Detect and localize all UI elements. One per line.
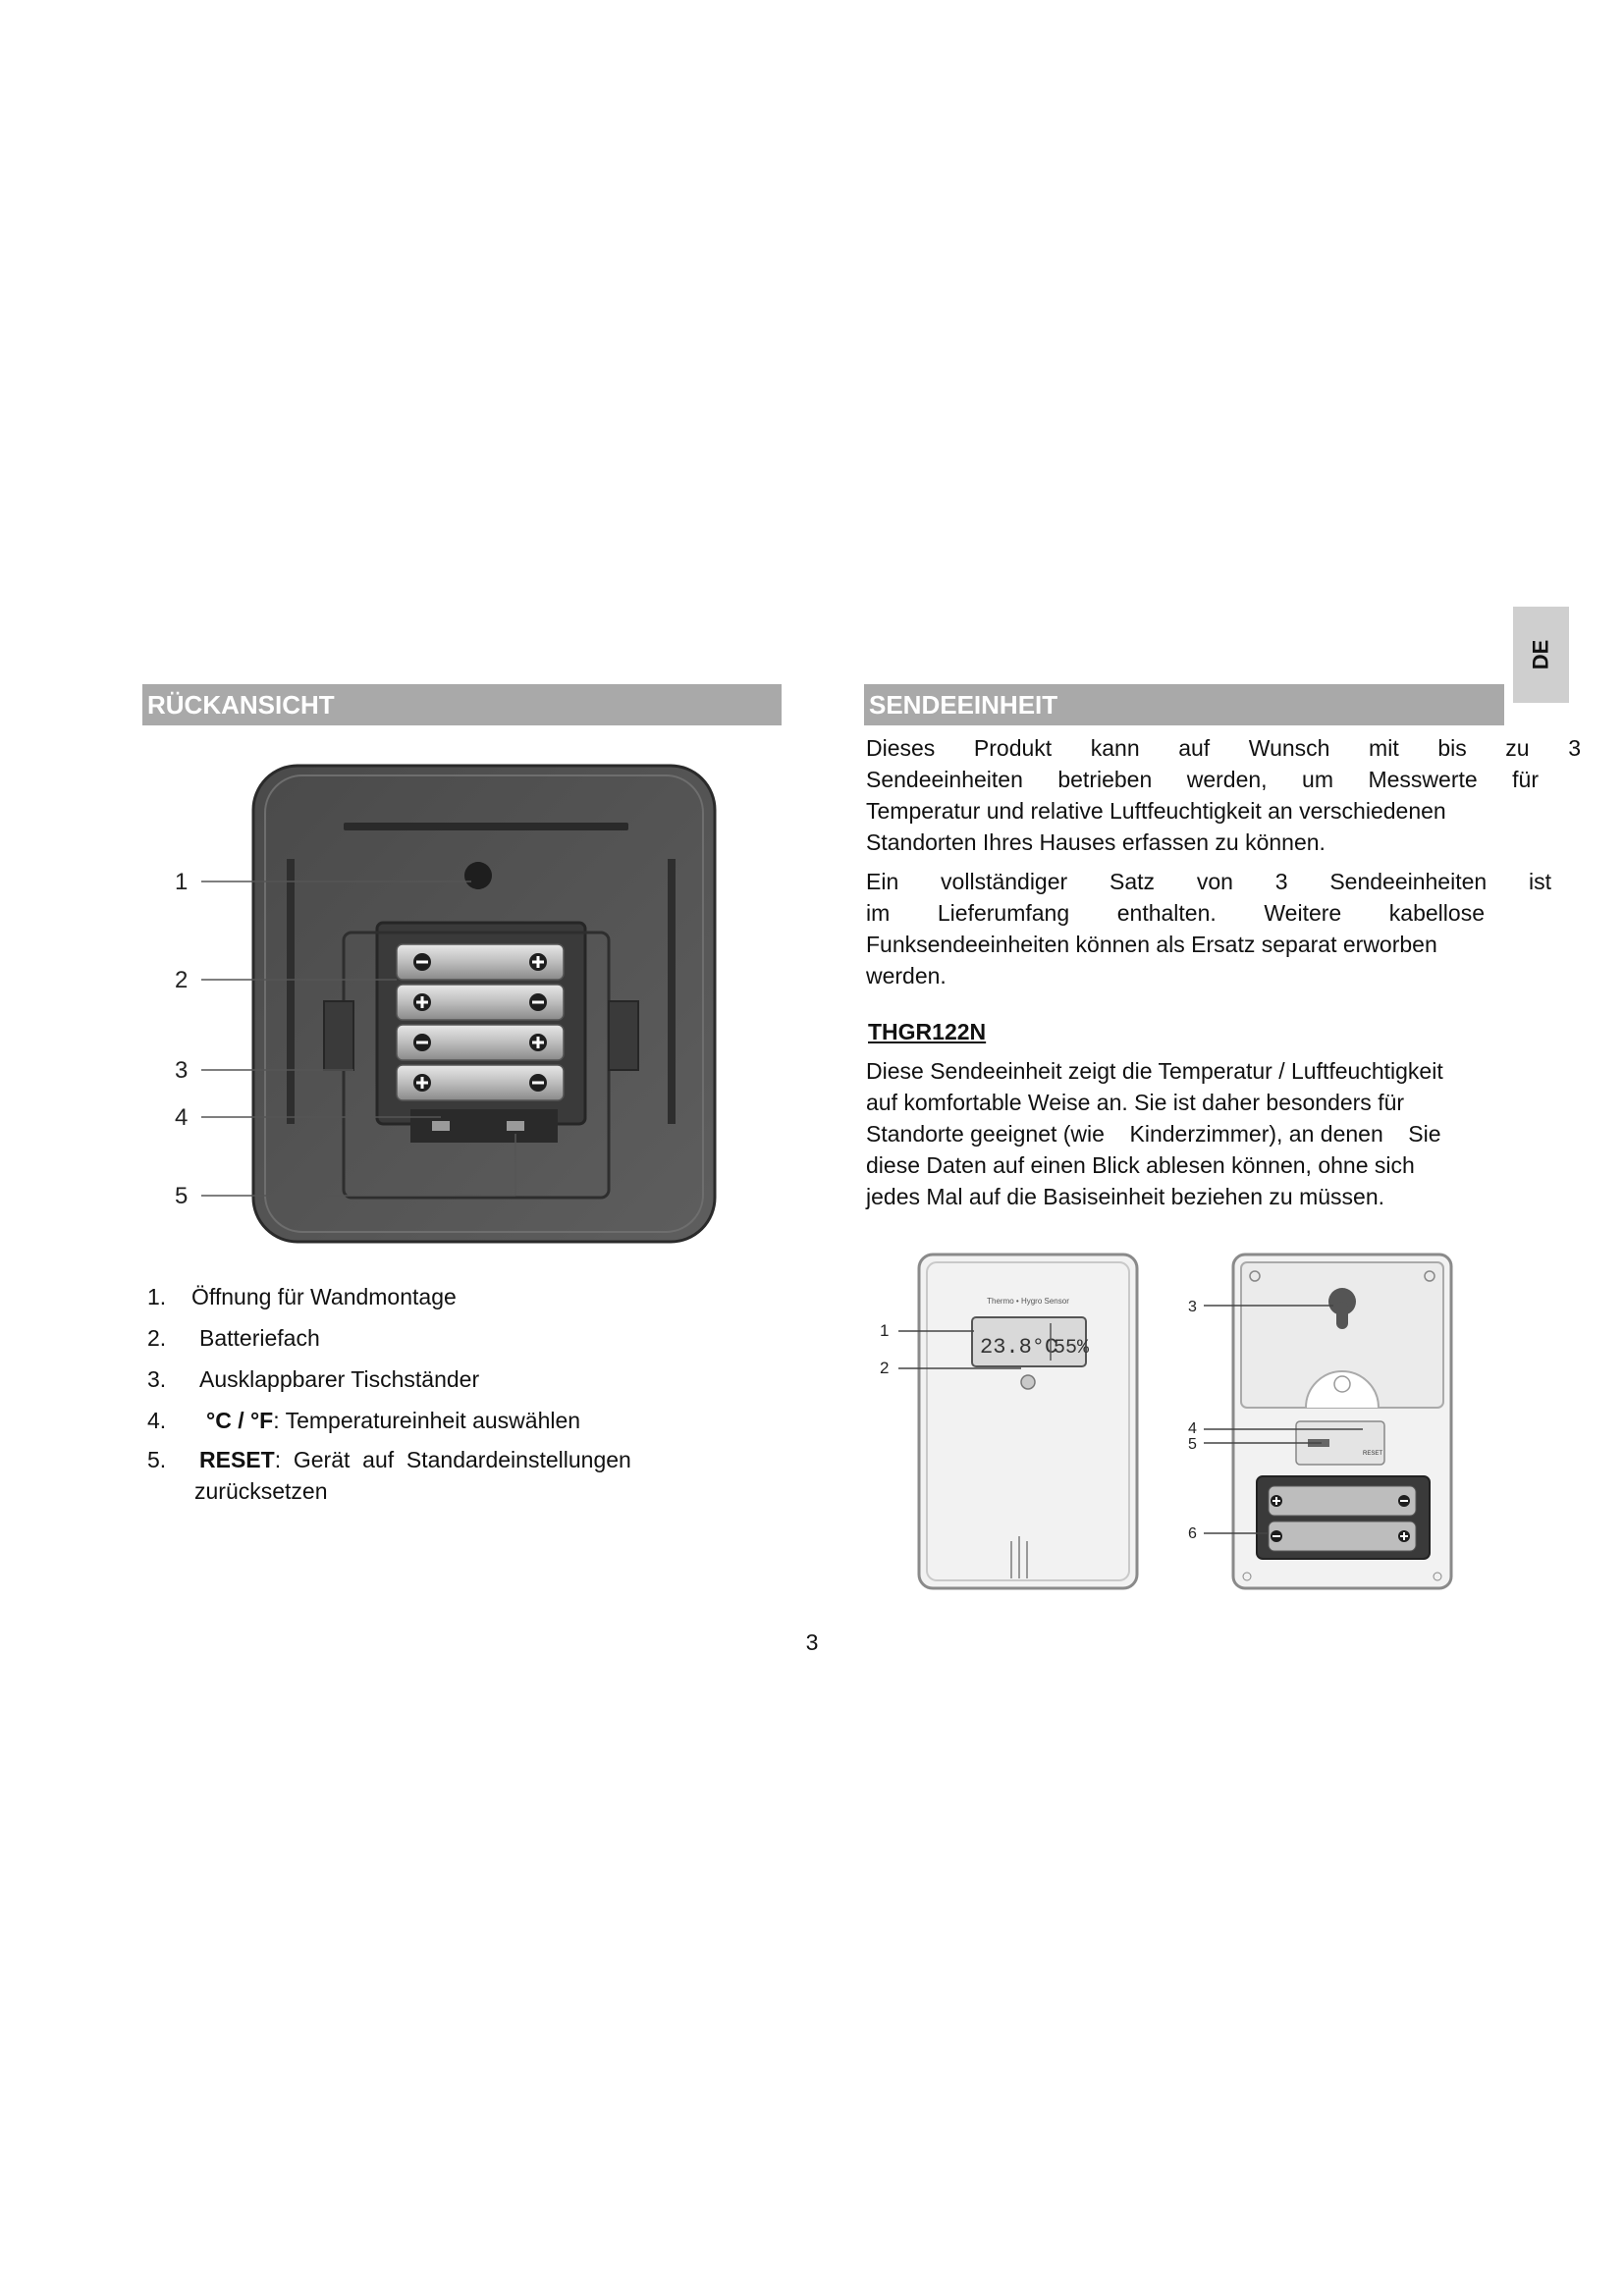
unit-switch: [432, 1121, 450, 1131]
list-item: 1. Öffnung für Wandmontage: [147, 1284, 457, 1309]
language-tab-label: DE: [1528, 639, 1553, 670]
list-item: 2. Batteriefach: [147, 1325, 320, 1351]
callout-4: 4: [175, 1104, 189, 1131]
sensor-callout-3: 3: [1188, 1299, 1197, 1315]
lcd-humidity: 55%: [1054, 1337, 1090, 1360]
reset-switch: [507, 1121, 524, 1131]
sensor-led: [1021, 1375, 1035, 1389]
back-view-figure: [157, 756, 756, 1256]
sensor-caption: Thermo • Hygro Sensor: [987, 1297, 1069, 1306]
section-heading-rueckansicht: RÜCKANSICHT: [142, 684, 782, 725]
sensor-figure: [864, 1247, 1473, 1600]
language-tab: [1513, 607, 1569, 703]
sensor-callout-5: 5: [1188, 1436, 1197, 1453]
sensor-switch-label: RESET: [1363, 1451, 1383, 1457]
page-number: 3: [805, 1629, 819, 1655]
sensor-callout-4: 4: [1188, 1420, 1197, 1437]
parts-list: [147, 1281, 756, 1507]
section-heading-sendeeinheit: SENDEEINHEIT: [864, 684, 1504, 725]
model-heading: THGR122N: [868, 1019, 987, 1044]
callout-3: 3: [175, 1057, 189, 1084]
list-item-continuation: zurücksetzen: [194, 1478, 328, 1504]
model-paragraph: Diese Sendeeinheit zeigt die Temperatur / Luftfeuchtigkeit auf komfortable Weise an. Sie ist daher besonders für Standorte geeignet (wie Kinderzimmer), an denen Sie diese Daten auf einen Blick ablesen können, ohne sich jedes Mal auf die Basiseinheit beziehen zu müssen.: [866, 1058, 1443, 1209]
list-item: 5. RESET: Gerät auf Standardeinstellungen: [147, 1447, 631, 1472]
lcd-temperature: 23.8°C: [980, 1335, 1058, 1360]
sensor-callout-1: 1: [880, 1321, 890, 1340]
set-paragraph: Ein vollständiger Satz von 3 Sendeeinheiten ist im Lieferumfang enthalten. Weitere kabellose Funksendeeinheiten können als Ersatz separat erworben werden.: [866, 869, 1551, 988]
sensor-callout-2: 2: [880, 1359, 890, 1377]
list-item: 4. °C / °F: Temperatureinheit auswählen: [147, 1408, 581, 1433]
callout-5: 5: [175, 1183, 189, 1209]
callout-2: 2: [175, 967, 189, 993]
back-view-illustration: [157, 756, 756, 1256]
sensor-illustration: [864, 1247, 1473, 1600]
intro-paragraph: Dieses Produkt kann auf Wunsch mit bis zu 3 Sendeeinheiten betrieben werden, um Messwerte für Temperatur und relative Luftfeuchtigkeit an verschiedenen Standorten Ihres Hauses erfassen zu können.: [866, 735, 1581, 855]
callout-1: 1: [175, 869, 189, 895]
list-item: 3. Ausklappbarer Tischständer: [147, 1366, 480, 1392]
sensor-callout-6: 6: [1188, 1525, 1197, 1542]
